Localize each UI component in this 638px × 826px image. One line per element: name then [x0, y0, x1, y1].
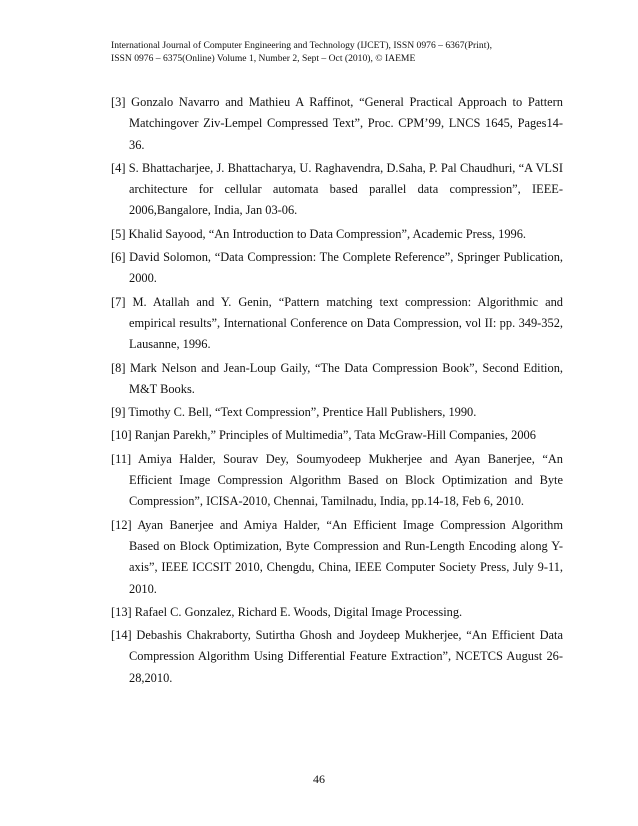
- reference-item-13: [13] Rafael C. Gonzalez, Richard E. Woods, Digital Image Processing.: [111, 604, 463, 619]
- reference-item-9: [9] Timothy C. Bell, “Text Compression”, Prentice Hall Publishers, 1990.: [111, 405, 477, 420]
- journal-header-line-1: International Journal of Computer Engineering and Technology (IJCET), ISSN 0976 – 6367(Print),: [111, 40, 492, 51]
- reference-item-5: [5] Khalid Sayood, “An Introduction to Data Compression”, Academic Press, 1996.: [111, 226, 527, 241]
- reference-item-10: [10] Ranjan Parekh,” Principles of Multimedia”, Tata McGraw-Hill Companies, 2006: [111, 428, 536, 443]
- reference-item-11: [11] Amiya Halder, Sourav Dey, Soumyodeep Mukherjee and Ayan Banerjee, “An Efficient Image Compression Algorithm Based on Block Optimization and Byte Compression”, ICISA-2010, Chennai, Tamilnadu, India, pp.14-18, Feb 6, 2010.: [111, 451, 563, 509]
- reference-item-3: [3] Gonzalo Navarro and Mathieu A Raffinot, “General Practical Approach to Pattern Matchingover Ziv-Lempel Compressed Text”, Proc. CPM’99, LNCS 1645, Pages14-36.: [111, 95, 563, 152]
- reference-item-8: [8] Mark Nelson and Jean-Loup Gaily, “The Data Compression Book”, Second Edition, M&T Books.: [111, 360, 563, 396]
- reference-item-6: [6] David Solomon, “Data Compression: The Complete Reference”, Springer Publication, 2000.: [111, 250, 563, 286]
- page-number: 46: [313, 772, 325, 786]
- reference-item-7: [7] M. Atallah and Y. Genin, “Pattern matching text compression: Algorithmic and empirical results”, International Conference on Data Compression, vol II: pp. 349-352, Lausanne, 1996.: [111, 294, 563, 352]
- reference-item-12: [12] Ayan Banerjee and Amiya Halder, “An Efficient Image Compression Algorithm Based on Block Optimization, Byte Compression and Run-Length Encoding along Y-axis”, IEEE ICCSIT 2010, Chengdu, China, IEEE Computer Society Press, July 9-11, 2010.: [111, 517, 563, 596]
- journal-header: [111, 39, 551, 65]
- reference-list: [111, 92, 563, 691]
- reference-item-14: [14] Debashis Chakraborty, Sutirtha Ghosh and Joydeep Mukherjee, “An Efficient Data Compression Algorithm Using Differential Feature Extraction”, NCETCS August 26-28,2010.: [111, 628, 563, 685]
- journal-header-line-2: ISSN 0976 – 6375(Online) Volume 1, Number 2, Sept – Oct (2010), © IAEME: [111, 53, 416, 65]
- reference-item-4: [4] S. Bhattacharjee, J. Bhattacharya, U. Raghavendra, D.Saha, P. Pal Chaudhuri, “A VLSI architecture for cellular automata based parallel data compression”, IEEE-2006,Bangalore, India, Jan 03-06.: [111, 160, 563, 218]
